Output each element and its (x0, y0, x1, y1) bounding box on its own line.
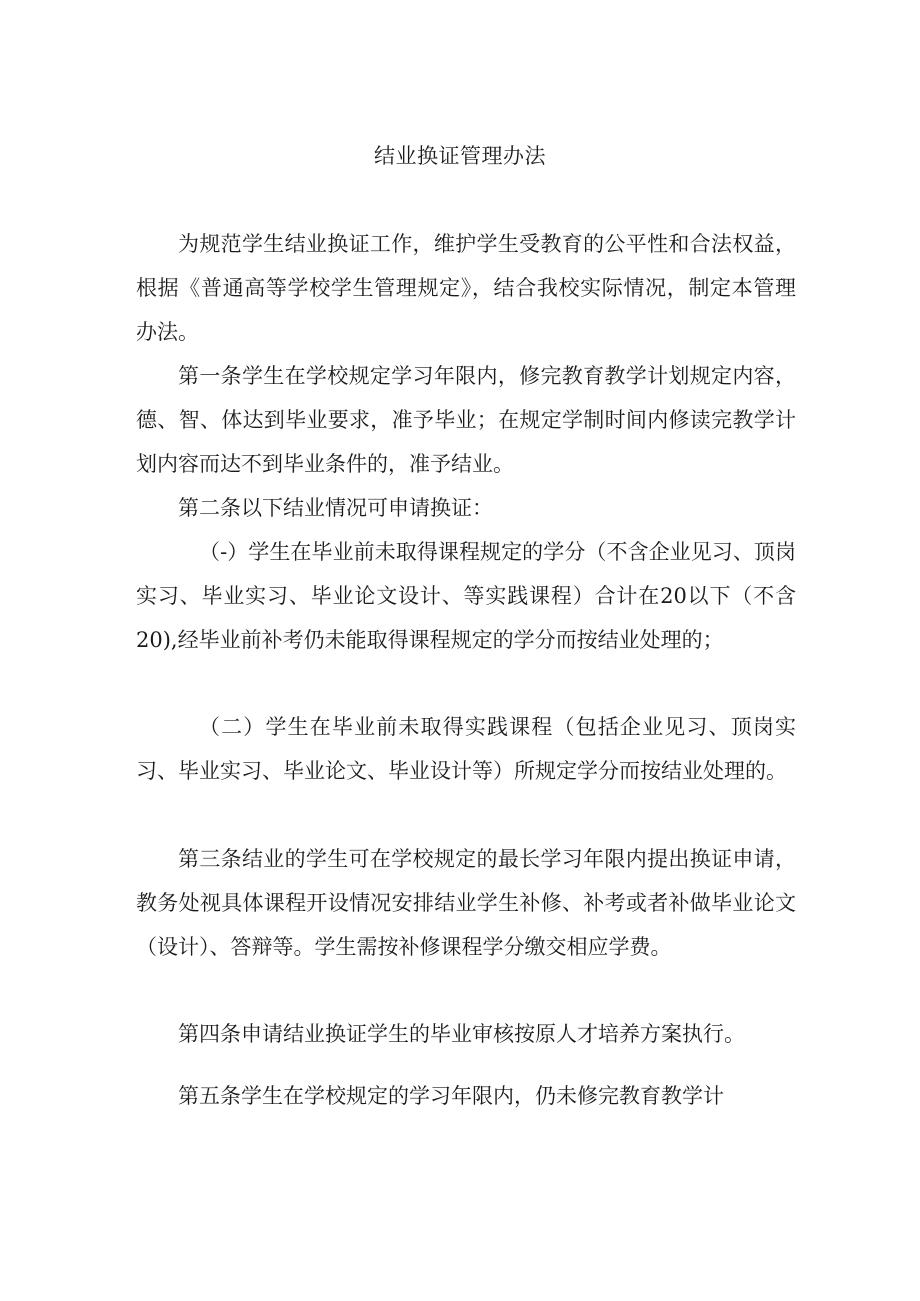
article-5-paragraph: 第五条学生在学校规定的学习年限内，仍未修完教育教学计 (178, 1084, 724, 1108)
document-title: 结业换证管理办法 (374, 144, 546, 168)
article-2-item-2: （二）学生在毕业前未取得实践课程（包括企业见习、顶岗实习、毕业实习、毕业论文、毕业设计等）所规定学分而按结业处理的。 (136, 715, 796, 783)
article-2-item-1: （-）学生在毕业前未取得课程规定的学分（不含企业见习、顶岗实习、毕业实习、毕业论文设计、等实践课程）合计在20以下（不含20),经毕业前补考仍未能取得课程规定的学分而按结业处理的； (136, 540, 796, 652)
article-4-paragraph: 第四条申请结业换证学生的毕业审核按原人才培养方案执行。 (178, 1022, 745, 1046)
article-3-paragraph: 第三条结业的学生可在学校规定的最长学习年限内提出换证申请，教务处视具体课程开设情况安排结业学生补修、补考或者补做毕业论文（设计）、答辩等。学生需按补修课程学分缴交相应学费。 (136, 847, 796, 959)
article-2-paragraph: 第二条以下结业情况可申请换证： (178, 496, 493, 520)
intro-paragraph: 为规范学生结业换证工作，维护学生受教育的公平性和合法权益，根据《普通高等学校学生管理规定》，结合我校实际情况，制定本管理办法。 (136, 232, 796, 344)
article-1-paragraph: 第一条学生在学校规定学习年限内，修完教育教学计划规定内容，德、智、体达到毕业要求，准予毕业；在规定学制时间内修读完教学计划内容而达不到毕业条件的，准予结业。 (136, 364, 796, 476)
